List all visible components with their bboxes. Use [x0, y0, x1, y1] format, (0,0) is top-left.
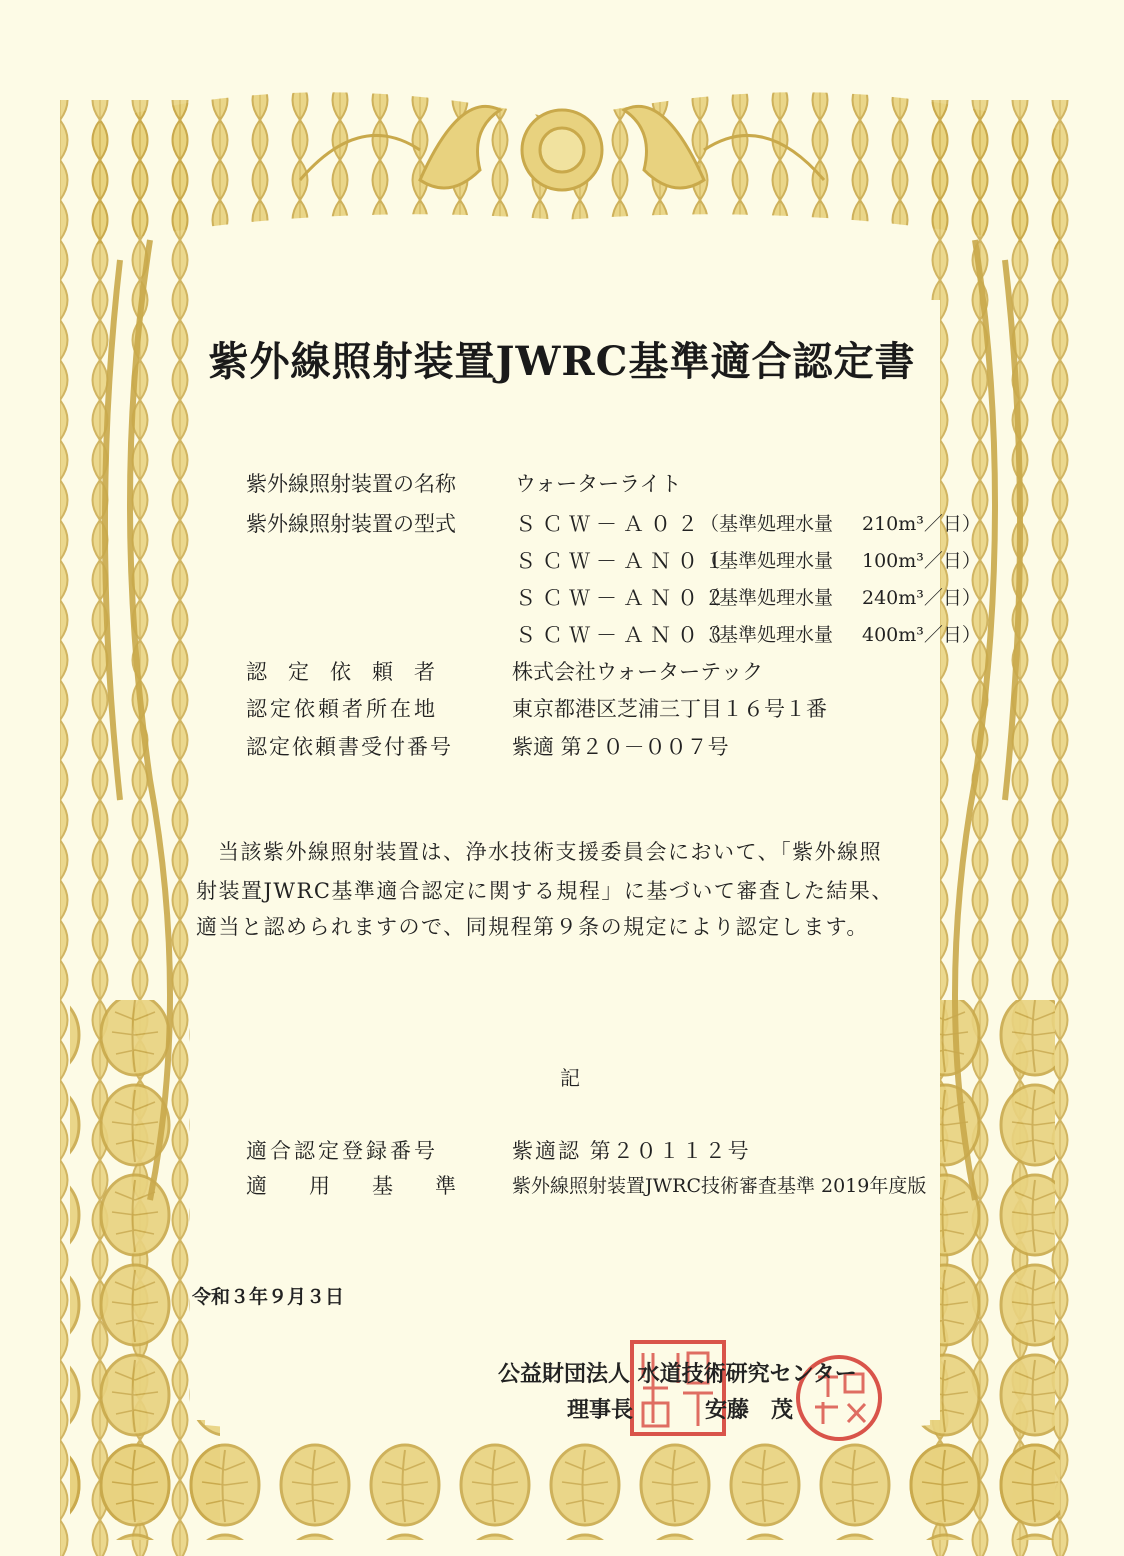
- model-3-capacity-label: （基準処理水量: [700, 587, 834, 609]
- address-value: 東京都港区芝浦三丁目１６号１番: [512, 697, 827, 721]
- body-line-2: 射装置JWRC基準適合認定に関する規程」に基づいて審査した結果、: [196, 879, 894, 903]
- registration-number-value: 紫適認 第２０１１２号: [512, 1139, 751, 1163]
- registration-number-label: 適合認定登録番号: [246, 1139, 438, 1163]
- applied-standard-value: 紫外線照射装置JWRC技術審査基準 2019年度版: [512, 1175, 927, 1197]
- model-2-capacity-value: 100m³／日）: [862, 550, 981, 572]
- model-4-capacity-label: （基準処理水量: [700, 624, 834, 646]
- address-label: 認定依頼者所在地: [246, 697, 438, 721]
- body-line-1: 当該紫外線照射装置は、浄水技術支援委員会において、「紫外線照: [218, 840, 883, 864]
- certificate-title: 紫外線照射装置JWRC基準適合認定書: [208, 338, 916, 385]
- receipt-number-label: 認定依頼書受付番号: [246, 735, 453, 759]
- device-model-label: 紫外線照射装置の型式: [246, 512, 456, 536]
- model-3: ＳＣＷ－ＡＮ０２: [515, 586, 731, 610]
- model-3-capacity-value: 240m³／日）: [862, 587, 981, 609]
- ki-heading: 記: [560, 1066, 580, 1090]
- applied-standard-label: 適 用 基 準: [246, 1174, 456, 1198]
- body-line-3: 適当と認められますので、同規程第９条の規定により認定します。: [196, 915, 869, 939]
- applicant-name: 株式会社ウォーターテック: [512, 660, 764, 684]
- model-2-capacity-label: （基準処理水量: [700, 550, 834, 572]
- model-1-capacity-value: 210m³／日）: [862, 513, 981, 535]
- model-1-capacity-label: （基準処理水量: [700, 513, 834, 535]
- issuer-organization: 公益財団法人 水道技術研究センター: [498, 1361, 857, 1387]
- issue-date: 令和３年９月３日: [192, 1286, 345, 1308]
- device-name-label: 紫外線照射装置の名称: [246, 472, 456, 496]
- model-1: ＳＣＷ－Ａ０２: [515, 512, 704, 536]
- device-name-value: ウォーターライト: [515, 472, 682, 496]
- model-2: ＳＣＷ－ＡＮ０１: [515, 549, 731, 573]
- issuer-name: 安藤 茂: [705, 1397, 794, 1423]
- receipt-number-value: 紫適 第２０－００７号: [512, 735, 729, 759]
- issuer-title: 理事長: [567, 1397, 634, 1423]
- model-4: ＳＣＷ－ＡＮ０３: [515, 623, 731, 647]
- applicant-label: 認 定 依 頼 者: [246, 660, 435, 684]
- model-4-capacity-value: 400m³／日）: [862, 624, 981, 646]
